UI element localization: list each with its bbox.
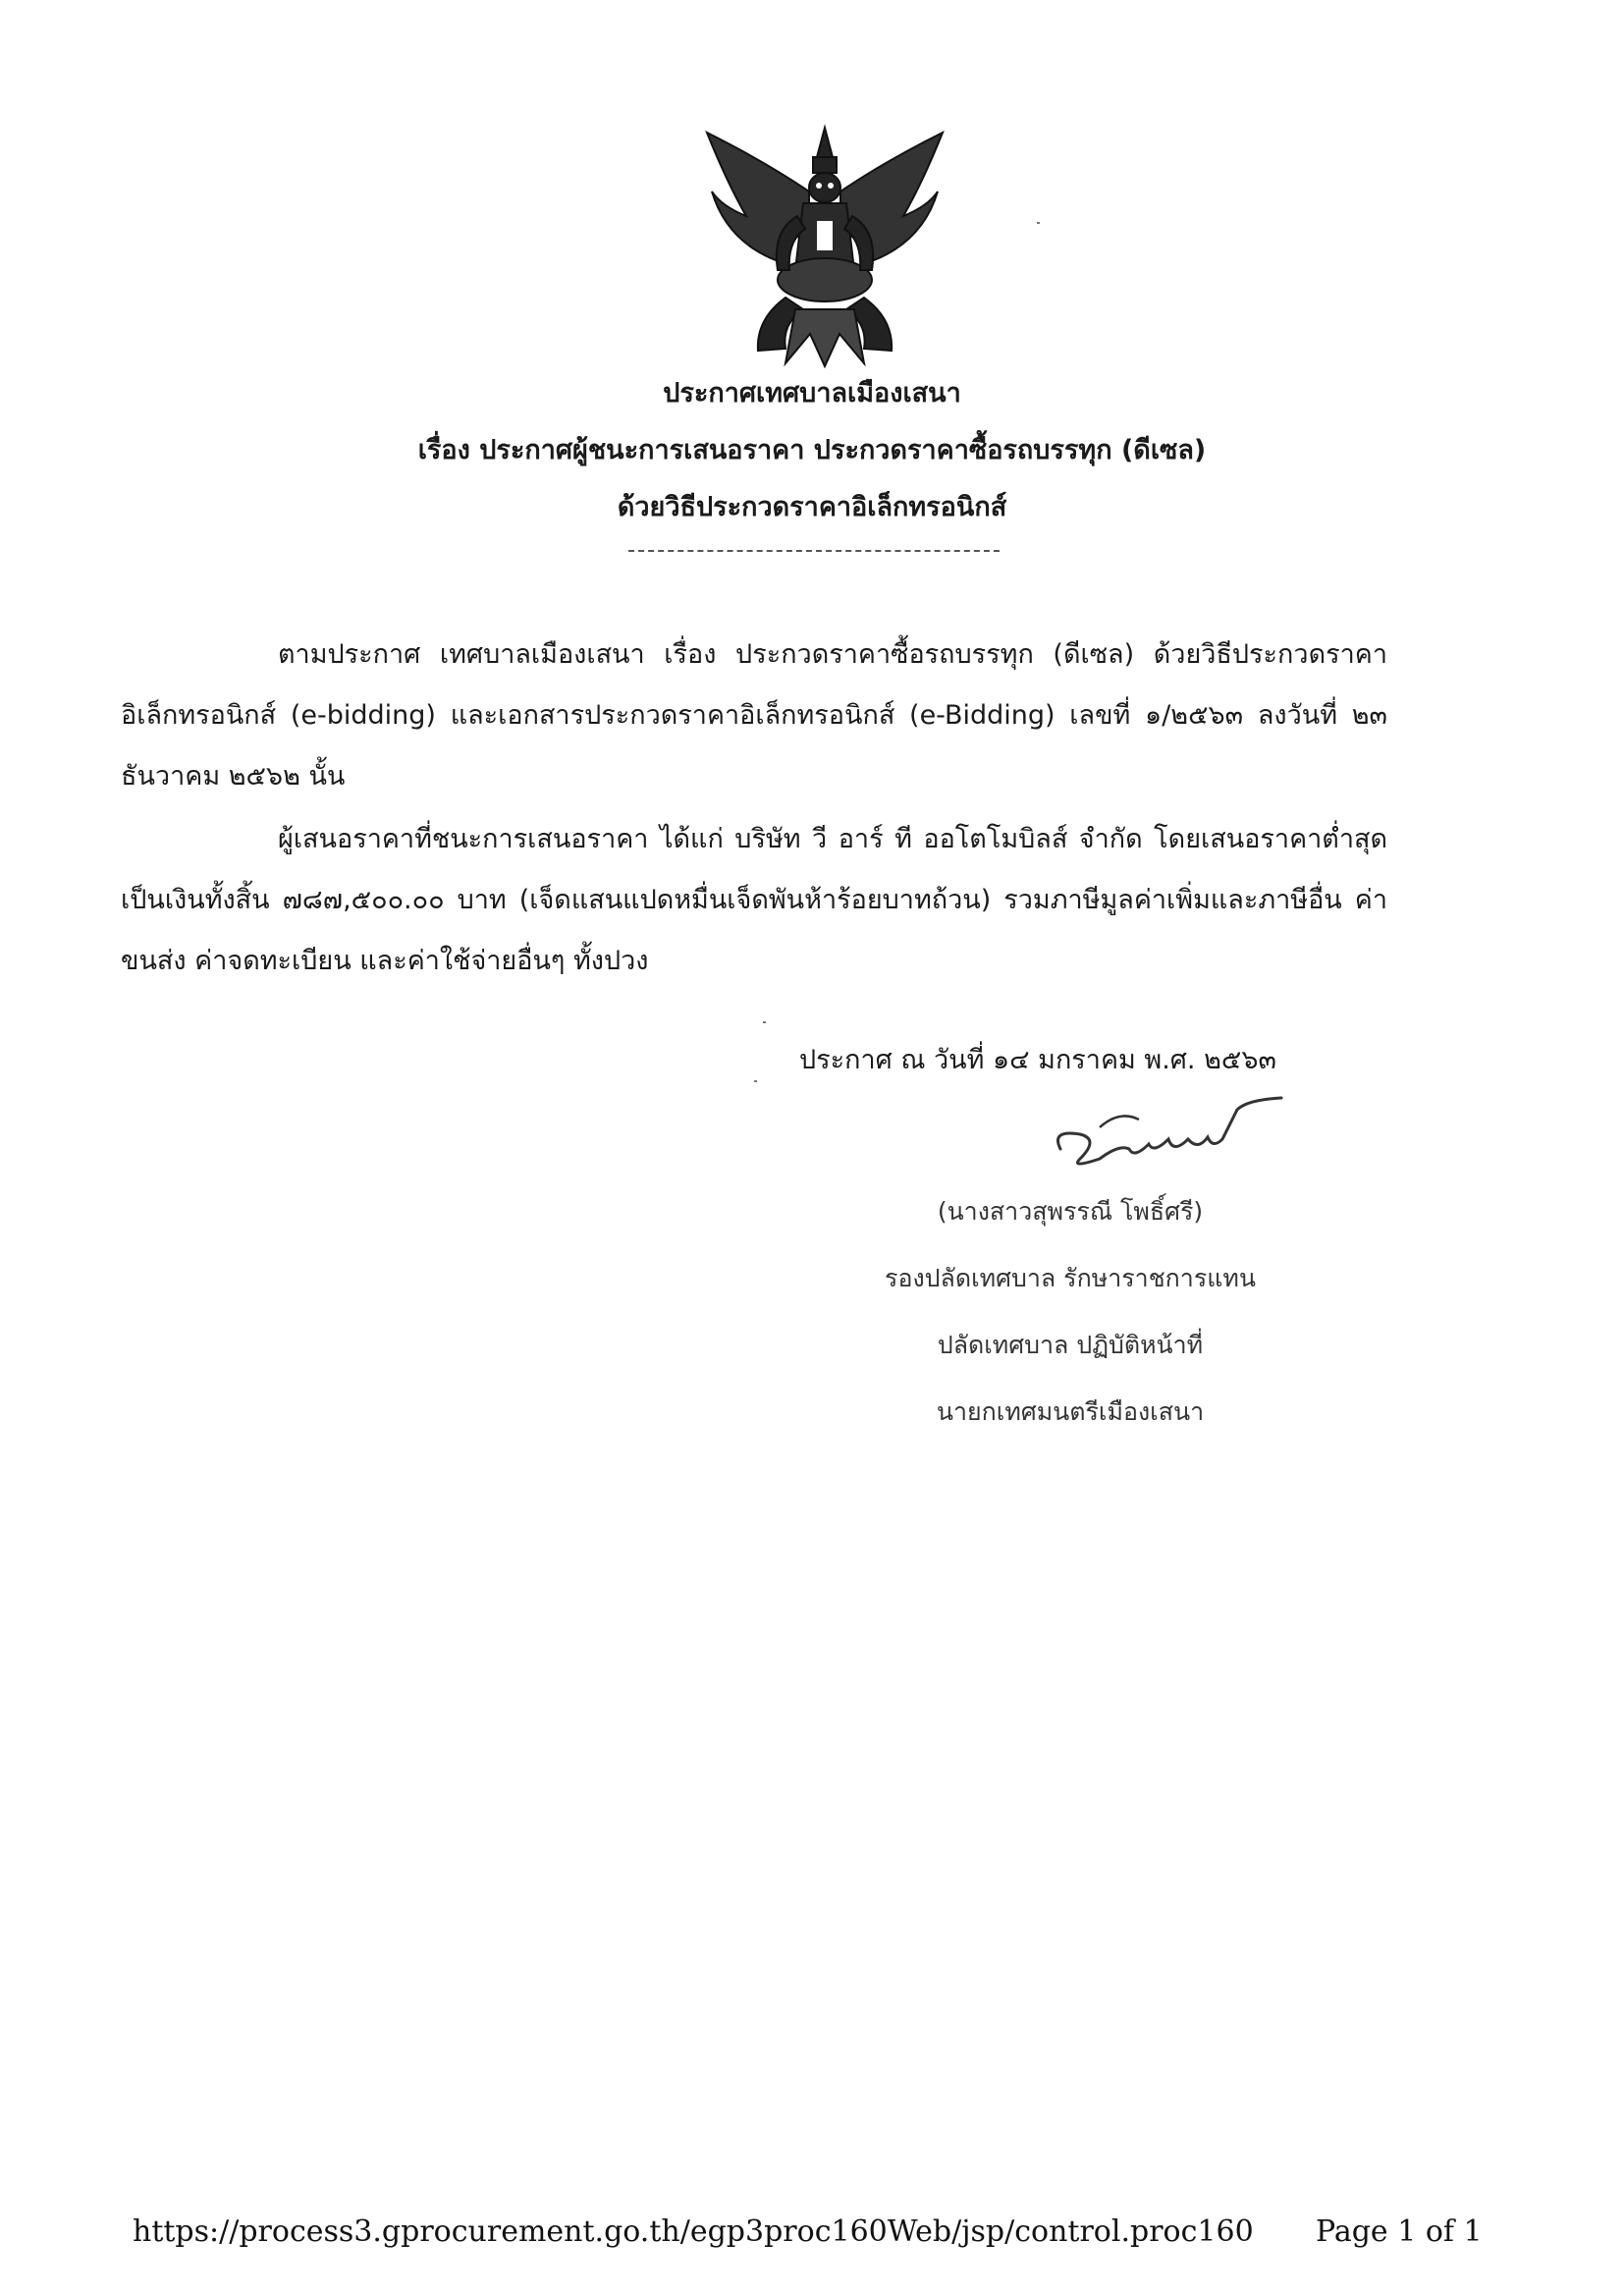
announce-date: ประกาศ ณ วันที่ ๑๔ มกราคม พ.ศ. ๒๕๖๓ [799,1045,1276,1075]
signature-block [766,1031,1375,1426]
signatory-details [766,1178,1375,1446]
paragraph-winner: ผู้เสนอราคาที่ชนะการเสนอราคา ได้แก่ บริษัท วี อาร์ ที ออโตโมบิลส์ จำกัด โดยเสนอราคาต่ำสุด เป็นเงินทั้งสิ้น ๗๘๗,๕๐๐.๐๐ บาท (เจ็ดแสนแปดหมื่นเจ็ดพันห้าร้อยบาทถ้วน) รวมภาษีมูลค่าเพิ่มและภาษีอื่น ค่าขนส่ง ค่าจดทะเบียน และค่าใช้จ่ายอื่นๆ ทั้งปวง [121,824,1387,976]
garuda-emblem-icon [687,123,962,368]
signatory-position-3: นายกเทศมนตรีเมืองเสนา [936,1397,1205,1426]
scan-speck [763,1021,766,1023]
dashed-divider [628,550,1000,552]
signatory-name: (นางสาวสุพรรณี โพธิ์ศรี) [937,1197,1204,1226]
signatory-position-2: ปลัดเทศบาล ปฏิบัติหน้าที่ [937,1331,1204,1359]
announcement-body [121,625,1387,992]
footer-url: https://process3.gprocurement.go.th/egp3proc160Web/jsp/control.proc160 [133,2214,1254,2249]
scan-speck [754,1080,757,1082]
handwritten-signature-icon [1041,1090,1296,1178]
announcement-header [0,365,1624,536]
subject-title: เรื่อง ประกาศผู้ชนะการเสนอราคา ประกวดราคาซื้อรถบรรทุก (ดีเซล) [417,435,1207,465]
paragraph-reference: ตามประกาศ เทศบาลเมืองเสนา เรื่อง ประกวดราคาซื้อรถบรรทุก (ดีเซล) ด้วยวิธีประกวดราคาอิเล็กทรอนิกส์ (e-bidding) และเอกสารประกวดราคาอิเล็กทรอนิกส์ (e-Bidding) เลขที่ ๑/๒๕๖๓ ลงวันที่ ๒๓ ธันวาคม ๒๕๖๒ นั้น [121,639,1387,792]
scan-speck [1037,222,1040,224]
footer-page-number: Page 1 of 1 [1316,2214,1483,2249]
signatory-position-1: รองปลัดเทศบาล รักษาราชการแทน [885,1264,1256,1292]
method-title: ด้วยวิธีประกวดราคาอิเล็กทรอนิกส์ [617,492,1007,522]
org-title: ประกาศเทศบาลเมืองเสนา [663,378,961,409]
